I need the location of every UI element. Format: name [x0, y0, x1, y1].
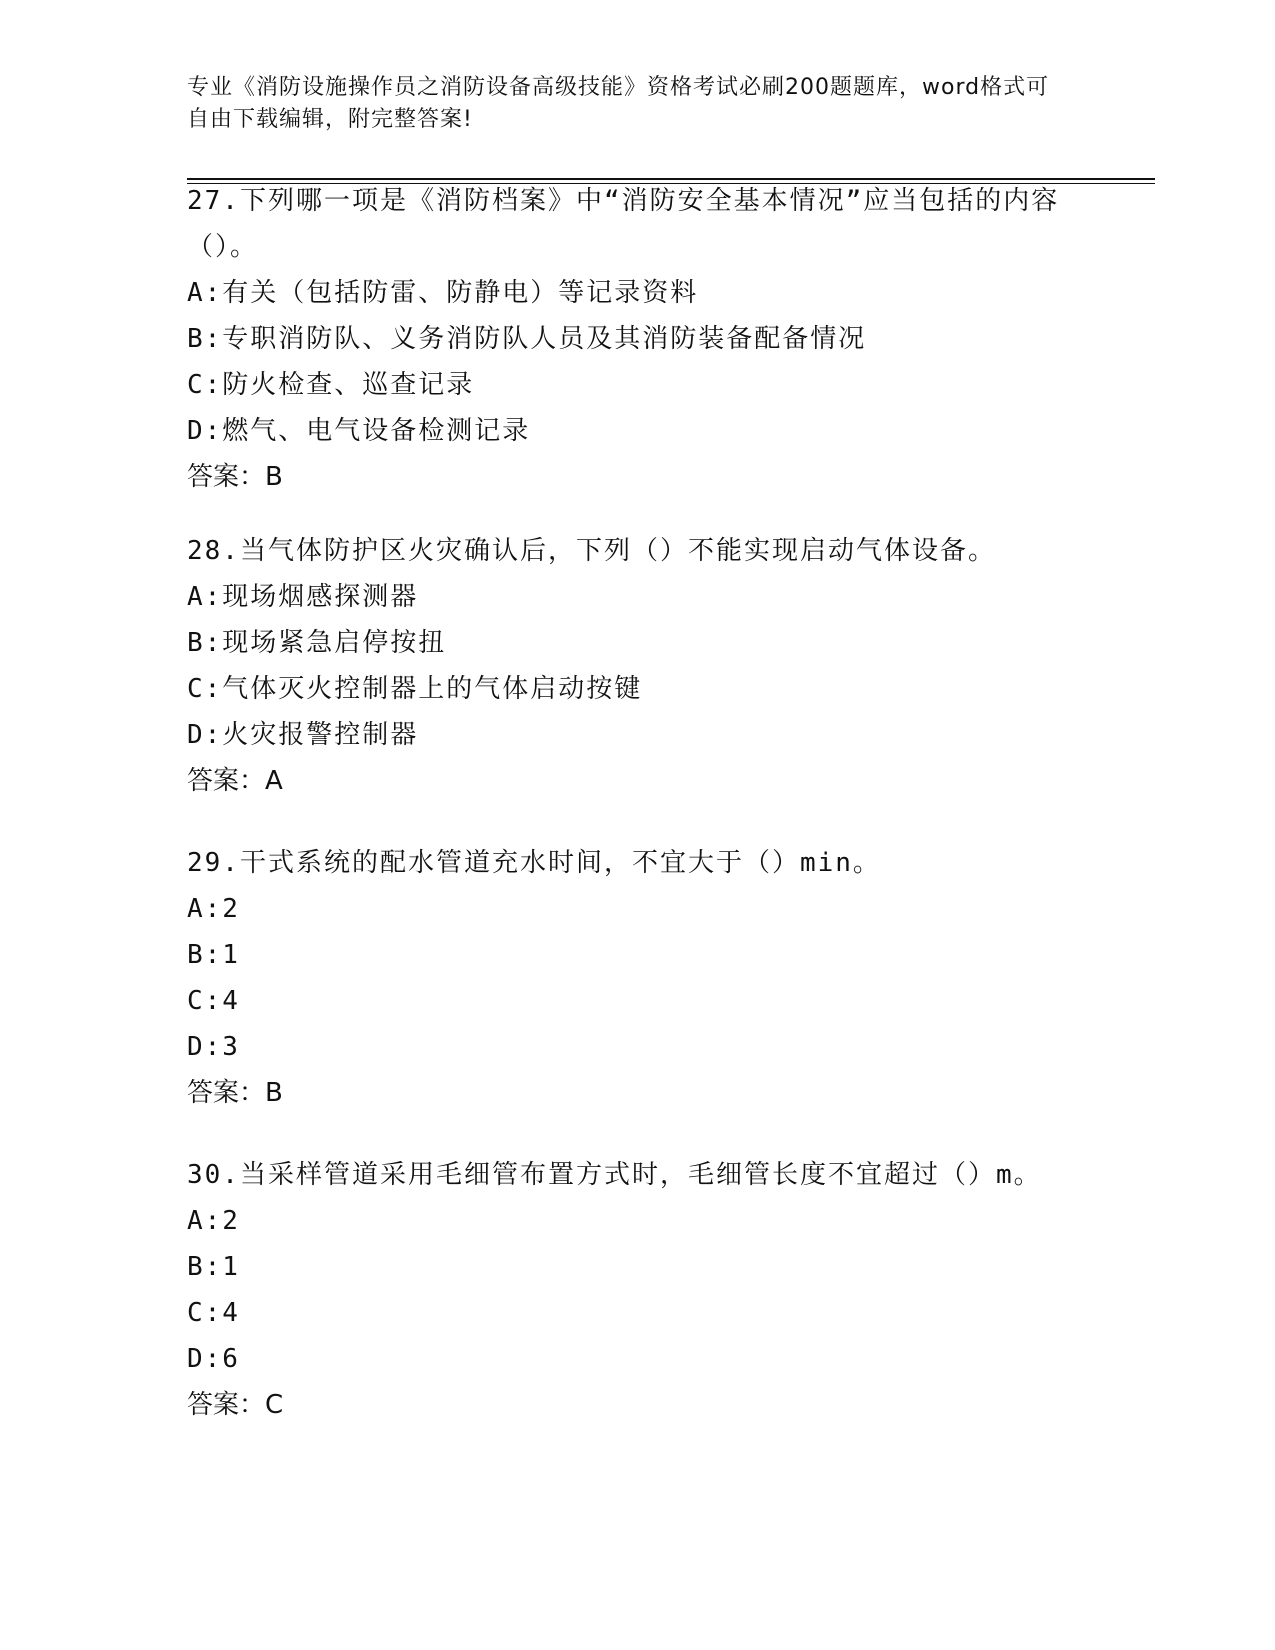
question-27	[187, 178, 1087, 500]
option-c: C:4	[187, 1298, 240, 1328]
option-b: B:1	[187, 940, 240, 970]
option-a: A:2	[187, 894, 240, 924]
answer-line: 答案：B	[187, 1078, 283, 1108]
answer-line: 答案：C	[187, 1390, 284, 1420]
question-28	[187, 528, 1087, 804]
document-header: 专业《消防设施操作员之消防设备高级技能》资格考试必刷200题题库，word格式可自由下载编辑，附完整答案!	[187, 75, 1050, 132]
option-a: A:有关（包括防雷、防静电）等记录资料	[187, 278, 699, 308]
question-29	[187, 840, 1087, 1116]
option-c: C:防火检查、巡查记录	[187, 370, 475, 400]
option-d: D:火灾报警控制器	[187, 720, 419, 750]
option-d: D:6	[187, 1344, 240, 1374]
option-a: A:2	[187, 1206, 240, 1236]
option-d: D:3	[187, 1032, 240, 1062]
question-stem: 28.当气体防护区火灾确认后，下列（）不能实现启动气体设备。	[187, 536, 996, 566]
option-d: D:燃气、电气设备检测记录	[187, 416, 531, 446]
option-c: C:4	[187, 986, 240, 1016]
option-b: B:1	[187, 1252, 240, 1282]
option-c: C:气体灭火控制器上的气体启动按键	[187, 674, 643, 704]
question-stem: 29.干式系统的配水管道充水时间，不宜大于（）min。	[187, 848, 881, 878]
question-stem: 30.当采样管道采用毛细管布置方式时，毛细管长度不宜超过（）m。	[187, 1160, 1042, 1190]
option-a: A:现场烟感探测器	[187, 582, 419, 612]
answer-line: 答案：B	[187, 462, 283, 492]
answer-line: 答案：A	[187, 766, 283, 796]
option-b: B:现场紧急启停按扭	[187, 628, 447, 658]
question-30	[187, 1152, 1087, 1428]
option-b: B:专职消防队、义务消防队人员及其消防装备配备情况	[187, 324, 867, 354]
question-stem: 27.下列哪一项是《消防档案》中“消防安全基本情况”应当包括的内容（）。	[187, 186, 1060, 262]
